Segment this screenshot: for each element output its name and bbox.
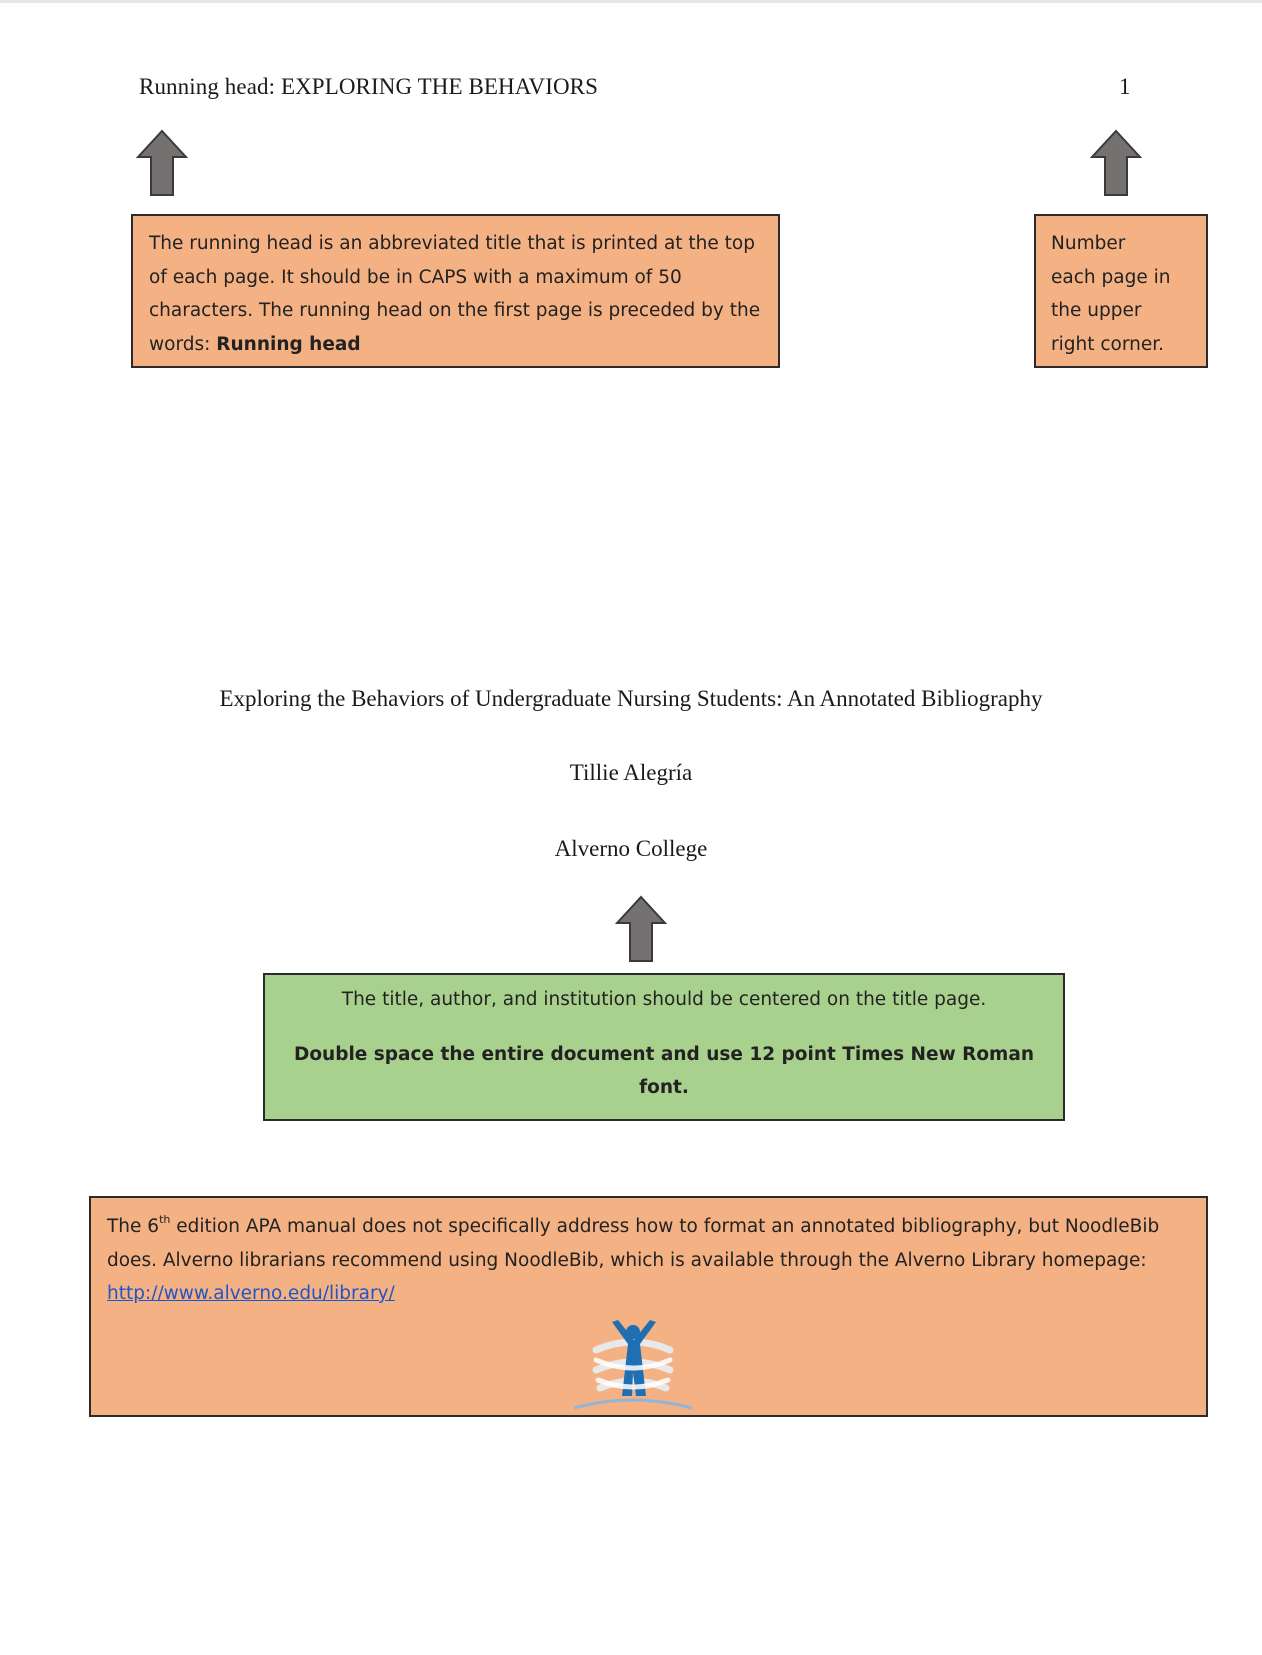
apa-note-superscript: th xyxy=(159,1212,171,1226)
up-arrow-icon xyxy=(615,895,667,963)
alverno-library-logo xyxy=(566,1318,700,1414)
author-name: Tillie Alegría xyxy=(569,760,693,785)
page-number-note-line: the upper xyxy=(1051,300,1142,321)
running-head-callout xyxy=(131,214,780,368)
title-page-note-line1: The title, author, and institution should be centered on the title page. xyxy=(341,989,987,1010)
running-head: Running head: EXPLORING THE BEHAVIORS xyxy=(139,74,599,99)
page-number-note-line: Number xyxy=(1051,233,1126,254)
up-arrow-icon xyxy=(136,129,188,197)
page-number-callout xyxy=(1034,214,1208,368)
apa-note-body: edition APA manual does not specifically address how to format an annotated bibliography, but NoodleBib does. Alverno librarians recommend using NoodleBib, which is available through the Alverno Library homepage: xyxy=(107,1216,1160,1271)
page-number: 1 xyxy=(1119,74,1131,99)
top-border xyxy=(0,0,1262,3)
up-arrow-icon xyxy=(1090,129,1142,197)
page-number-note-line: right corner. xyxy=(1051,333,1165,355)
paper-title: Exploring the Behaviors of Undergraduate Nursing Students: An Annotated Bibliography xyxy=(219,686,1043,711)
institution-name: Alverno College xyxy=(554,836,708,861)
running-head-note-bold: Running head xyxy=(216,333,361,355)
title-page-callout xyxy=(263,973,1065,1121)
page-number-note-line: each page in xyxy=(1051,266,1171,288)
apa-note-prefix: The 6 xyxy=(107,1216,160,1237)
title-page-note-line2: Double space the entire document and use 12 point Times New Roman font. xyxy=(293,1044,1034,1098)
library-link[interactable]: http://www.alverno.edu/library/ xyxy=(107,1283,395,1304)
running-head-note-text: The running head is an abbreviated title that is printed at the top of each page. It should be in CAPS with a maximum of 50 characters. The running head on the first page is preceded by the words: xyxy=(149,233,761,355)
